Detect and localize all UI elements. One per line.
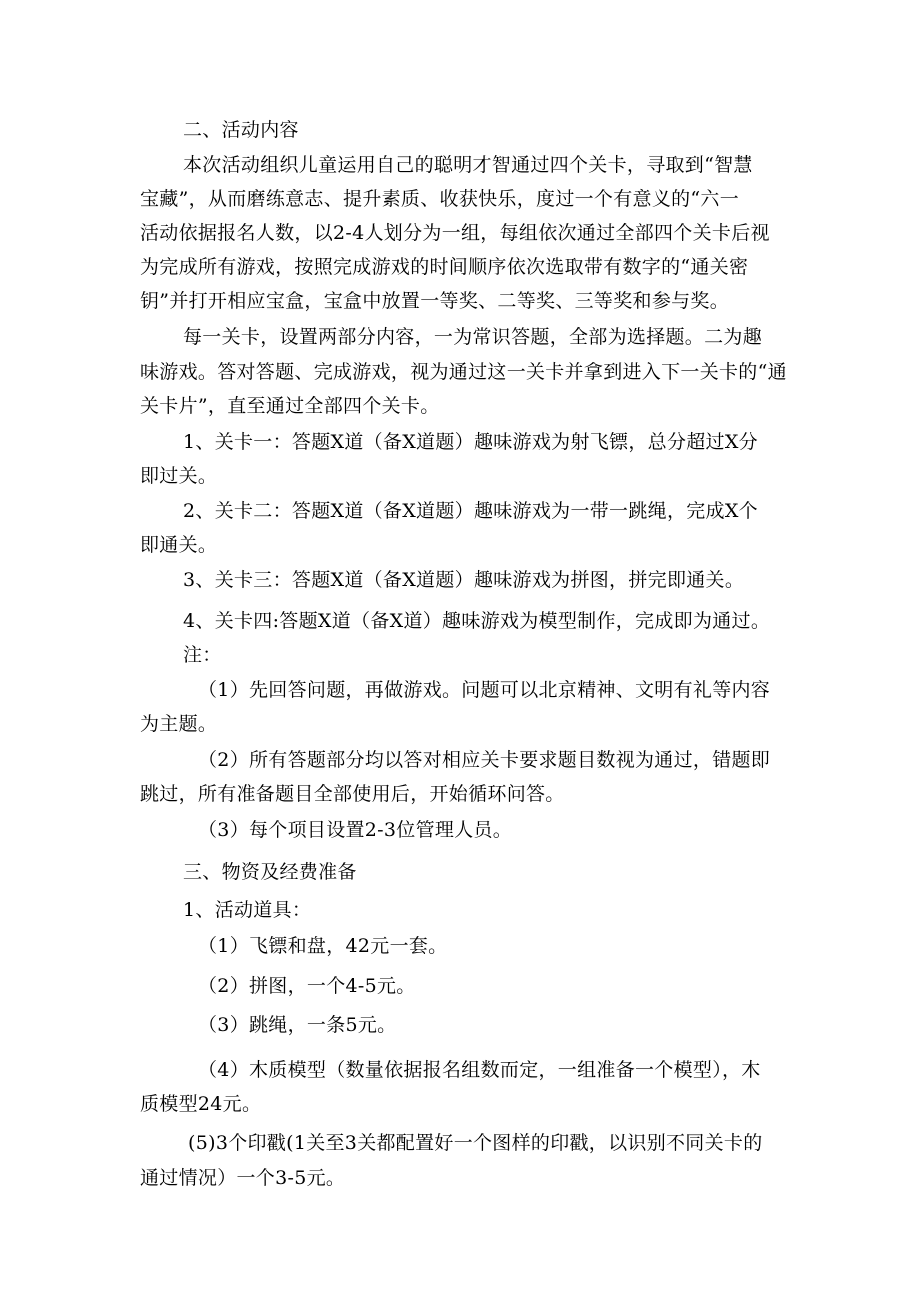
level-one-line: 即过关。 [140, 465, 218, 487]
note-item-line: （3）每个项目设置2-3位管理人员。 [198, 819, 513, 841]
prop-item-line: （3）跳绳，一条5元。 [198, 1014, 397, 1036]
paragraph-line: 钥”并打开相应宝盒，宝盒中放置一等奖、二等奖、三等奖和参与奖。 [140, 290, 730, 312]
paragraph-line: 味游戏。答对答题、完成游戏，视为通过这一关卡并拿到进入下一关卡的“通 [140, 361, 787, 383]
level-two-line: 即通关。 [140, 534, 218, 556]
paragraph-line: 为完成所有游戏，按照完成游戏的时间顺序依次选取带有数字的“通关密 [140, 256, 749, 278]
prop-item-line: （1）飞镖和盘，42元一套。 [198, 935, 448, 957]
prop-item-line: （4）木质模型（数量依据报名组数而定，一组准备一个模型），木 [198, 1059, 761, 1081]
note-item-line: （2）所有答题部分均以答对相应关卡要求题目数视为通过，错题即 [198, 749, 771, 771]
note-label: 注： [183, 644, 222, 666]
section-heading-materials-budget: 三、物资及经费准备 [183, 861, 357, 883]
note-item-line: （1）先回答问题，再做游戏。问题可以北京精神、文明有礼等内容 [198, 679, 771, 701]
prop-item-line: 通过情况）一个3-5元。 [140, 1167, 346, 1189]
note-item-line: 跳过，所有准备题目全部使用后，开始循环问答。 [140, 783, 565, 805]
level-one-line: 1、关卡一：答题X道（备X道题）趣味游戏为射飞镖，总分超过X分 [183, 431, 758, 453]
paragraph-line: 本次活动组织儿童运用自己的聪明才智通过四个关卡，寻取到“智慧 [183, 154, 753, 176]
level-four-line: 4、关卡四:答题X道（备X道）趣味游戏为模型制作，完成即为通过。 [183, 610, 771, 632]
paragraph-line: 活动依据报名人数，以2-4人划分为一组，每组依次通过全部四个关卡后视 [140, 222, 770, 244]
prop-item-line: (5)3个印戳(1关至3关都配置好一个图样的印戳，以识别不同关卡的 [188, 1132, 763, 1154]
paragraph-line: 关卡片”，直至通过全部四个关卡。 [140, 395, 440, 417]
prop-item-line: 质模型24元。 [140, 1093, 262, 1115]
sub-heading-props: 1、活动道具： [183, 899, 312, 921]
level-two-line: 2、关卡二：答题X道（备X道题）趣味游戏为一带一跳绳，完成X个 [183, 500, 758, 522]
paragraph-line: 每一关卡，设置两部分内容，一为常识答题，全部为选择题。二为趣 [183, 326, 763, 348]
prop-item-line: （2）拼图，一个4-5元。 [198, 975, 416, 997]
note-item-line: 为主题。 [140, 713, 218, 735]
section-heading-activity-content: 二、活动内容 [183, 119, 299, 141]
level-three-line: 3、关卡三：答题X道（备X道题）趣味游戏为拼图，拼完即通关。 [183, 569, 745, 591]
paragraph-line: 宝藏”，从而磨练意志、提升素质、收获快乐，度过一个有意义的“六一 [140, 188, 740, 210]
